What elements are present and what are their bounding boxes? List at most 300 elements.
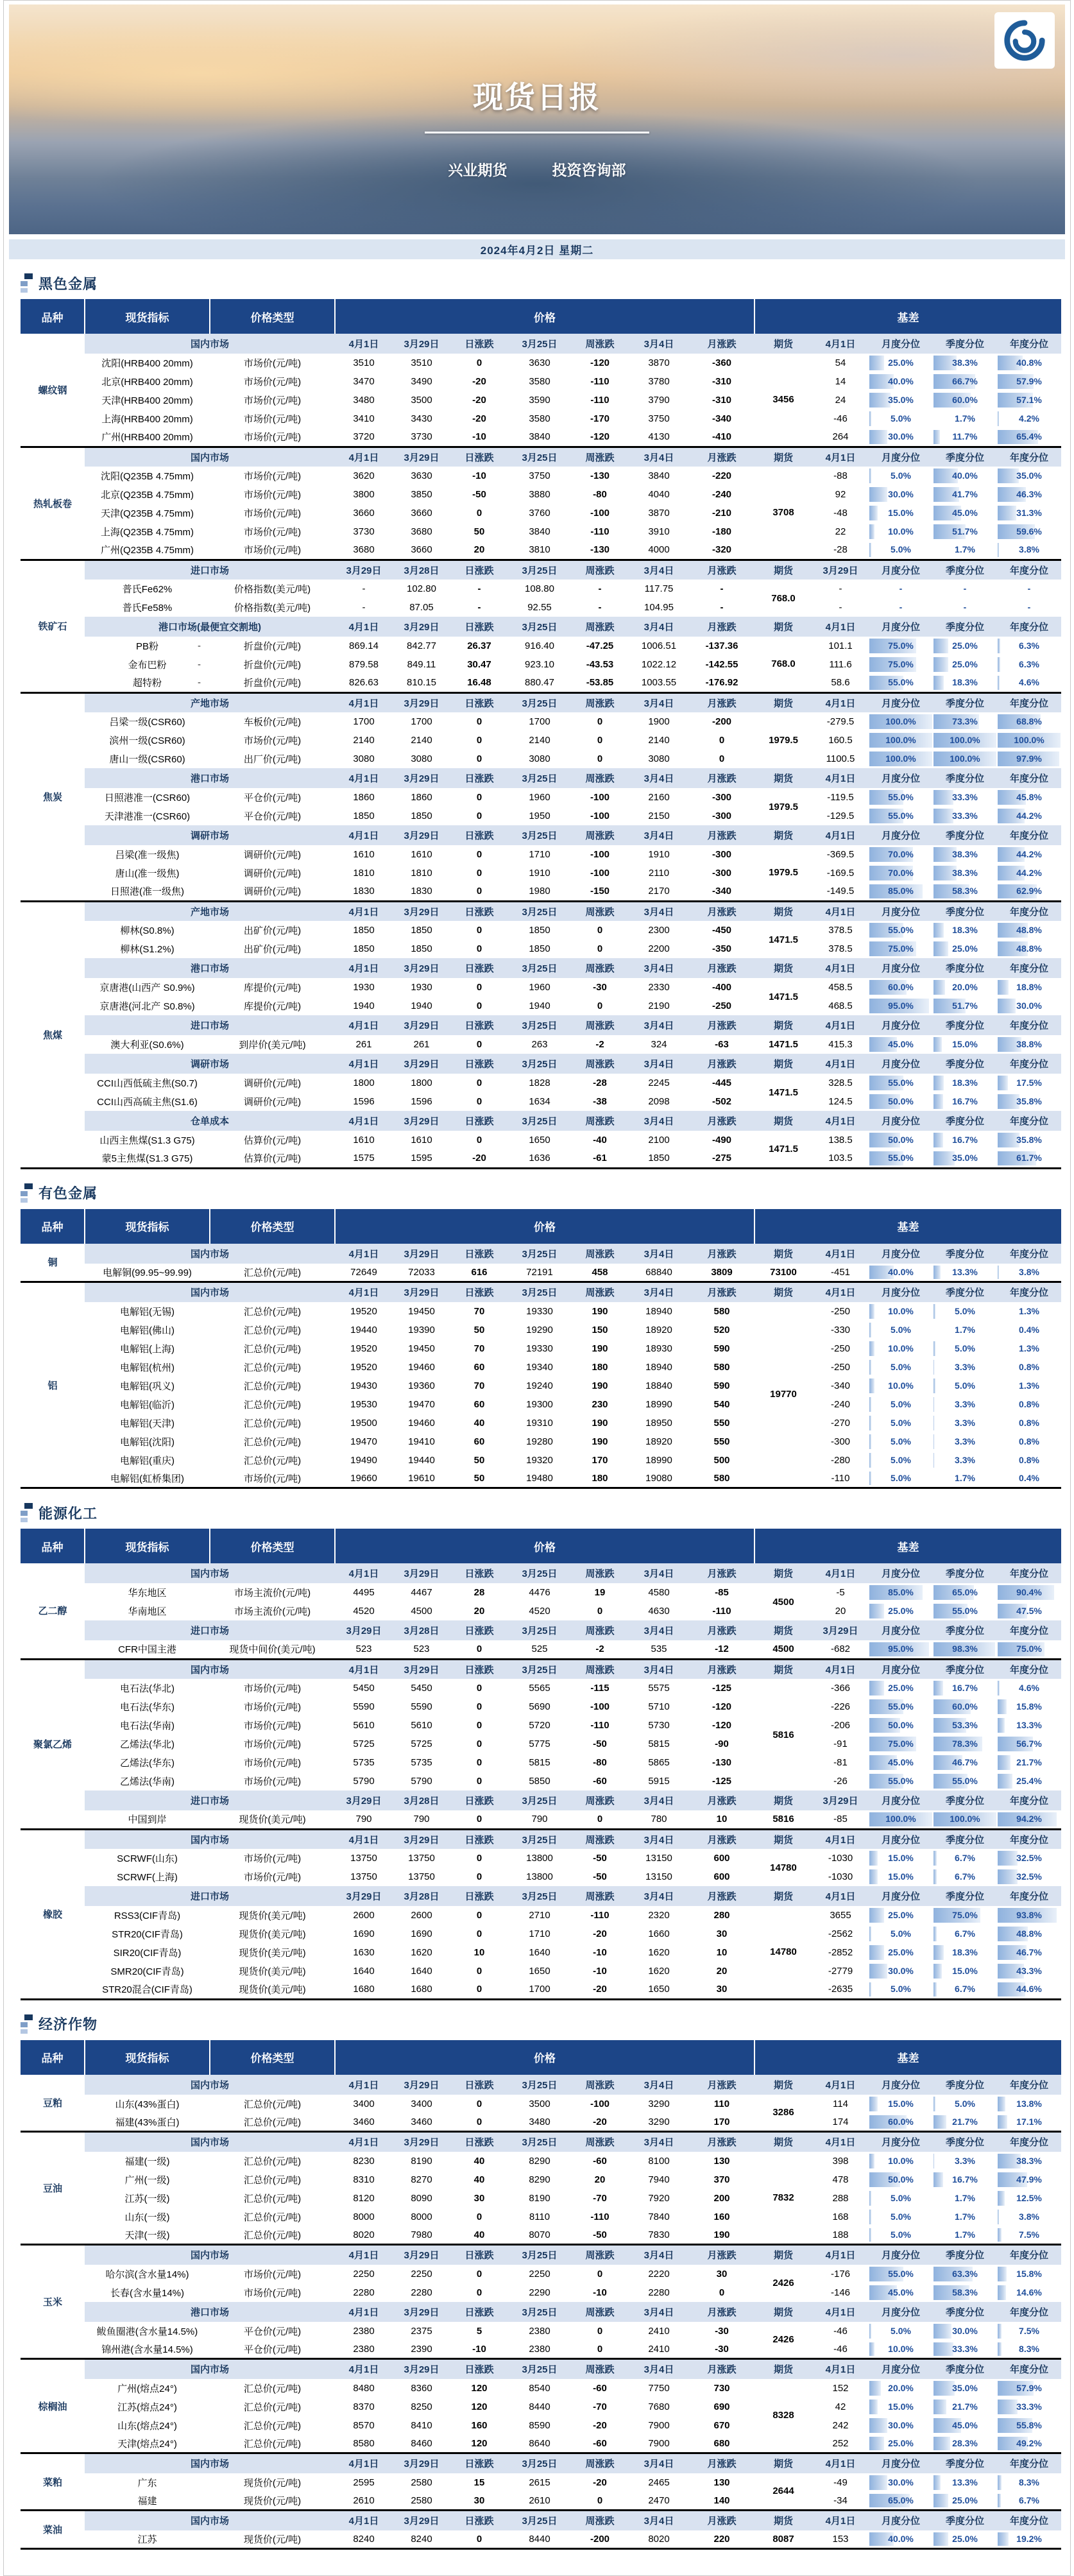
percentile-cell bbox=[933, 2322, 997, 2340]
percentile-value: 47.5% bbox=[1016, 1606, 1042, 1616]
percentile-bar bbox=[933, 1266, 941, 1280]
percentile-cell bbox=[869, 864, 933, 882]
column-header: 周涨跌 bbox=[571, 692, 629, 712]
column-header: 3月4日 bbox=[629, 1563, 689, 1583]
change-cell: 30 bbox=[689, 1925, 754, 1943]
table-row bbox=[21, 1358, 1061, 1377]
percentile-value: 60.0% bbox=[888, 982, 914, 992]
column-header: 季度分位 bbox=[933, 2302, 997, 2322]
percentile-value: 25.0% bbox=[888, 1947, 914, 1957]
column-header: 4月1日 bbox=[812, 1563, 869, 1583]
price-cell: 3080 bbox=[508, 750, 571, 768]
column-header: 3月4日 bbox=[629, 2453, 689, 2473]
price-cell: 18840 bbox=[629, 1377, 689, 1395]
price-cell: 3720 bbox=[335, 428, 393, 447]
table-row bbox=[21, 1414, 1061, 1432]
table-row bbox=[21, 2398, 1061, 2416]
price-cell: 1634 bbox=[508, 1092, 571, 1111]
column-header: 月涨跌 bbox=[689, 1054, 754, 1074]
percentile-value: 100.0% bbox=[950, 753, 980, 764]
column-header: 周涨跌 bbox=[571, 1054, 629, 1074]
price-cell: 4520 bbox=[335, 1602, 393, 1620]
column-header: 月涨跌 bbox=[689, 1111, 754, 1131]
basis-cell: -110 bbox=[812, 1470, 869, 1488]
percentile-cell bbox=[997, 2473, 1061, 2492]
column-header: 季度分位 bbox=[933, 2511, 997, 2530]
column-header: 周涨跌 bbox=[571, 2453, 629, 2473]
price-cell: 1640 bbox=[335, 1962, 393, 1980]
indicator-cell: 天津(一级) bbox=[85, 2226, 210, 2245]
price-cell: 2410 bbox=[629, 2322, 689, 2340]
price-type-cell: 市场价(元/吨) bbox=[210, 1772, 335, 1790]
percentile-cell bbox=[997, 1735, 1061, 1753]
price-cell: 2170 bbox=[629, 882, 689, 901]
change-cell: 580 bbox=[689, 1470, 754, 1488]
column-header: 3月25日 bbox=[508, 1790, 571, 1810]
change-cell: -60 bbox=[571, 2435, 629, 2453]
price-cell: 2610 bbox=[508, 2492, 571, 2511]
price-cell: 19080 bbox=[629, 1470, 689, 1488]
change-cell: 0 bbox=[571, 731, 629, 750]
column-header: 年度分位 bbox=[997, 334, 1061, 354]
price-cell: 1610 bbox=[335, 845, 393, 864]
change-cell: 0 bbox=[450, 2113, 508, 2132]
percentile-value: 25.0% bbox=[888, 1606, 914, 1616]
change-cell: -310 bbox=[689, 391, 754, 409]
column-header: 月度分位 bbox=[869, 1244, 933, 1264]
price-cell: 3590 bbox=[508, 391, 571, 409]
percentile-value: 55.0% bbox=[888, 1078, 914, 1088]
percentile-value: 75.0% bbox=[888, 1739, 914, 1749]
price-cell: 3080 bbox=[335, 750, 393, 768]
market-label: 国内市场 bbox=[85, 1282, 335, 1302]
percentile-cell bbox=[997, 1131, 1061, 1149]
table-header-row bbox=[21, 2040, 1061, 2075]
percentile-value: 45.0% bbox=[952, 508, 978, 518]
indicator-cell: 沈阳(HRB400 20mm) bbox=[85, 354, 210, 372]
change-cell: 50 bbox=[450, 1321, 508, 1339]
change-cell: 10 bbox=[689, 1810, 754, 1829]
basis-cell: 101.1 bbox=[812, 637, 869, 655]
indicator-cell: 电解铝(巩义) bbox=[85, 1377, 210, 1395]
percentile-value: 1.7% bbox=[955, 544, 975, 555]
percentile-bar bbox=[998, 1699, 1007, 1714]
percentile-value: 21.7% bbox=[952, 2401, 978, 2412]
percentile-value: 3.3% bbox=[955, 1361, 975, 1372]
change-cell: 28 bbox=[450, 1583, 508, 1602]
basis-cell: -149.5 bbox=[812, 882, 869, 901]
column-header: 4月1日 bbox=[335, 1563, 393, 1583]
column-header: 周涨跌 bbox=[571, 768, 629, 788]
table-row bbox=[21, 580, 1061, 598]
column-header: 期货 bbox=[754, 692, 812, 712]
percentile-cell bbox=[869, 2095, 933, 2113]
percentile-bar bbox=[933, 1869, 937, 1884]
price-type-cell: 市场价(元/吨) bbox=[210, 1753, 335, 1772]
price-cell: 8270 bbox=[393, 2170, 450, 2189]
column-header: 月涨跌 bbox=[689, 1659, 754, 1679]
price-cell: 104.95 bbox=[629, 598, 689, 617]
price-cell: 5450 bbox=[335, 1679, 393, 1697]
change-cell: -100 bbox=[571, 788, 629, 807]
percentile-cell bbox=[933, 750, 997, 768]
change-cell: 0 bbox=[571, 2265, 629, 2283]
price-cell: 4500 bbox=[393, 1602, 450, 1620]
percentile-cell bbox=[869, 731, 933, 750]
table-row bbox=[21, 731, 1061, 750]
column-header: 期货 bbox=[754, 2453, 812, 2473]
market-header-row bbox=[21, 2132, 1061, 2152]
market-header-row bbox=[21, 692, 1061, 712]
percentile-value: 1.7% bbox=[955, 413, 975, 424]
table-row bbox=[21, 2170, 1061, 2189]
percentile-cell bbox=[997, 1943, 1061, 1962]
percentile-value: 38.3% bbox=[952, 357, 978, 368]
percentile-cell bbox=[869, 997, 933, 1015]
price-cell: 1980 bbox=[508, 882, 571, 901]
change-cell: - bbox=[450, 580, 508, 598]
change-cell: 60 bbox=[450, 1395, 508, 1414]
indicator-cell: 吕梁(准一级焦) bbox=[85, 845, 210, 864]
change-cell: -320 bbox=[689, 541, 754, 560]
futures-cell: 8087 bbox=[754, 2530, 812, 2549]
price-cell: 5565 bbox=[508, 1679, 571, 1697]
percentile-value: 18.3% bbox=[952, 925, 978, 935]
price-cell: 5735 bbox=[393, 1753, 450, 1772]
column-header: 4月1日 bbox=[812, 825, 869, 845]
indicator-cell: 金布巴粉 - bbox=[85, 655, 210, 674]
price-cell: 3490 bbox=[393, 372, 450, 391]
percentile-cell bbox=[933, 1980, 997, 1999]
percentile-value: 100.0% bbox=[885, 735, 916, 745]
column-header: 4月1日 bbox=[812, 2453, 869, 2473]
price-type-cell: 估算价(元/吨) bbox=[210, 1131, 335, 1149]
percentile-value: 25.0% bbox=[888, 2437, 914, 2448]
change-cell: -110 bbox=[571, 1906, 629, 1925]
percentile-bar bbox=[933, 1982, 937, 1996]
change-cell: -50 bbox=[450, 485, 508, 504]
table-row bbox=[21, 2530, 1061, 2549]
percentile-bar bbox=[998, 506, 1016, 520]
price-cell: 2220 bbox=[629, 2265, 689, 2283]
price-cell: 1900 bbox=[629, 712, 689, 731]
column-header: 年度分位 bbox=[997, 2132, 1061, 2152]
price-cell: 849.11 bbox=[393, 655, 450, 674]
percentile-cell bbox=[997, 731, 1061, 750]
percentile-cell bbox=[997, 372, 1061, 391]
percentile-cell bbox=[933, 2473, 997, 2492]
futures-cell: 2426 bbox=[754, 2265, 812, 2302]
percentile-value: 100.0% bbox=[1014, 735, 1044, 745]
price-cell: 8000 bbox=[393, 2208, 450, 2226]
price-cell: 1860 bbox=[393, 788, 450, 807]
indicator-cell: 澳大利亚(S0.6%) bbox=[85, 1035, 210, 1054]
change-cell: -125 bbox=[689, 1772, 754, 1790]
column-header: 3月25日 bbox=[508, 2245, 571, 2265]
basis-cell: 328.5 bbox=[812, 1074, 869, 1092]
percentile-value: 3.8% bbox=[1019, 1266, 1039, 1277]
percentile-value: 10.0% bbox=[888, 2155, 914, 2166]
percentile-value: 35.0% bbox=[888, 395, 914, 405]
price-cell: 5720 bbox=[508, 1716, 571, 1735]
price-cell: 13750 bbox=[393, 1849, 450, 1868]
column-header: 周涨跌 bbox=[571, 825, 629, 845]
change-cell: -360 bbox=[689, 354, 754, 372]
percentile-value: 50.0% bbox=[888, 1096, 914, 1106]
table-header-row bbox=[21, 1209, 1061, 1244]
indicator-cell: 电解铝(佛山) bbox=[85, 1321, 210, 1339]
percentile-bar bbox=[998, 543, 999, 557]
column-header: 月涨跌 bbox=[689, 1829, 754, 1849]
table-row bbox=[21, 1772, 1061, 1790]
percentile-bar bbox=[933, 2532, 948, 2546]
percentile-value: 5.0% bbox=[891, 1361, 911, 1372]
price-cell: 7680 bbox=[629, 2398, 689, 2416]
percentile-value: 3.3% bbox=[955, 1454, 975, 1465]
price-cell: 3840 bbox=[629, 467, 689, 485]
header-spot-indicator: 现货指标 bbox=[85, 1209, 210, 1244]
price-cell: 3660 bbox=[393, 504, 450, 522]
price-cell: 1006.51 bbox=[629, 637, 689, 655]
change-cell: 160 bbox=[450, 2416, 508, 2435]
price-cell: 2280 bbox=[393, 2283, 450, 2302]
price-cell: 3840 bbox=[508, 522, 571, 541]
percentile-cell bbox=[869, 2170, 933, 2189]
price-cell: 1710 bbox=[508, 845, 571, 864]
indicator-cell: 普氏Fe58% bbox=[85, 598, 210, 617]
price-cell: 790 bbox=[508, 1810, 571, 1829]
basis-cell: 478 bbox=[812, 2170, 869, 2189]
price-cell: 5590 bbox=[393, 1697, 450, 1716]
price-cell: 4130 bbox=[629, 428, 689, 447]
price-type-cell: 汇总价(元/吨) bbox=[210, 1321, 335, 1339]
change-cell: 70 bbox=[450, 1377, 508, 1395]
change-cell: 130 bbox=[689, 2152, 754, 2170]
percentile-cell bbox=[869, 1302, 933, 1321]
table-row bbox=[21, 1849, 1061, 1868]
table-row bbox=[21, 1753, 1061, 1772]
price-cell: 19340 bbox=[508, 1358, 571, 1377]
percentile-value: 15.0% bbox=[888, 508, 914, 518]
percentile-cell bbox=[997, 522, 1061, 541]
column-header: 3月4日 bbox=[629, 768, 689, 788]
table-row bbox=[21, 2340, 1061, 2359]
percentile-cell bbox=[869, 1395, 933, 1414]
price-cell: 2380 bbox=[508, 2340, 571, 2359]
column-header: 季度分位 bbox=[933, 768, 997, 788]
change-cell: 220 bbox=[689, 2530, 754, 2549]
basis-cell: 468.5 bbox=[812, 997, 869, 1015]
futures-cell: 14780 bbox=[754, 1849, 812, 1886]
price-cell: 3810 bbox=[508, 541, 571, 560]
column-header: 年度分位 bbox=[997, 1659, 1061, 1679]
percentile-cell bbox=[997, 580, 1061, 598]
basis-cell: -240 bbox=[812, 1395, 869, 1414]
percentile-bar bbox=[869, 2381, 881, 2396]
percentile-value: 46.7% bbox=[952, 1757, 978, 1767]
price-type-cell: 调研价(元/吨) bbox=[210, 845, 335, 864]
futures-cell: 1979.5 bbox=[754, 712, 812, 768]
change-cell: 70 bbox=[450, 1339, 508, 1358]
percentile-bar bbox=[933, 1397, 934, 1412]
table-row bbox=[21, 2283, 1061, 2302]
change-cell: 30 bbox=[689, 1980, 754, 1999]
price-cell: 1690 bbox=[335, 1925, 393, 1943]
price-cell: 19520 bbox=[335, 1358, 393, 1377]
percentile-value: 10.0% bbox=[888, 526, 914, 537]
change-cell: 10 bbox=[689, 1943, 754, 1962]
column-header: 3月25日 bbox=[508, 901, 571, 921]
percentile-bar bbox=[869, 2324, 871, 2339]
change-cell: 20 bbox=[450, 1602, 508, 1620]
percentile-cell bbox=[933, 354, 997, 372]
change-cell: -300 bbox=[689, 788, 754, 807]
header-spot-indicator: 现货指标 bbox=[85, 299, 210, 334]
price-cell: 3080 bbox=[393, 750, 450, 768]
price-cell: 19660 bbox=[335, 1470, 393, 1488]
column-header: 期货 bbox=[754, 1111, 812, 1131]
market-label: 产地市场 bbox=[85, 901, 335, 921]
change-cell: 130 bbox=[689, 2473, 754, 2492]
change-cell: 0 bbox=[450, 750, 508, 768]
table-row bbox=[21, 409, 1061, 428]
table-row bbox=[21, 2189, 1061, 2208]
change-cell: -12 bbox=[689, 1640, 754, 1659]
percentile-bar bbox=[933, 1360, 934, 1375]
price-cell: 5865 bbox=[629, 1753, 689, 1772]
percentile-value: 1.3% bbox=[1019, 1305, 1039, 1316]
change-cell: 0 bbox=[450, 2265, 508, 2283]
percentile-value: 30.0% bbox=[888, 489, 914, 499]
percentile-cell bbox=[997, 2379, 1061, 2398]
table-row bbox=[21, 1035, 1061, 1054]
price-cell: 8000 bbox=[335, 2208, 393, 2226]
column-header: 周涨跌 bbox=[571, 1563, 629, 1583]
change-cell: 0 bbox=[450, 1753, 508, 1772]
price-cell: 5590 bbox=[335, 1697, 393, 1716]
price-cell: - bbox=[335, 598, 393, 617]
percentile-value: 18.3% bbox=[952, 677, 978, 688]
percentile-value: 18.3% bbox=[952, 1078, 978, 1088]
price-type-cell: 现货价(美元/吨) bbox=[210, 1962, 335, 1980]
column-header: 月涨跌 bbox=[689, 1015, 754, 1035]
indicator-cell: 蒙5主焦煤(S1.3 G75) bbox=[85, 1149, 210, 1168]
price-cell: 2290 bbox=[508, 2283, 571, 2302]
change-cell: 540 bbox=[689, 1395, 754, 1414]
change-cell: 0 bbox=[450, 2530, 508, 2549]
price-cell: 2320 bbox=[629, 1906, 689, 1925]
percentile-value: 78.3% bbox=[952, 1739, 978, 1749]
futures-cell: 8328 bbox=[754, 2379, 812, 2453]
company-logo bbox=[994, 12, 1055, 69]
column-header: 年度分位 bbox=[997, 617, 1061, 637]
column-header: 期货 bbox=[754, 2245, 812, 2265]
table-row bbox=[21, 2492, 1061, 2511]
price-cell: 879.58 bbox=[335, 655, 393, 674]
price-cell: 19450 bbox=[393, 1339, 450, 1358]
percentile-value: 75.0% bbox=[888, 640, 914, 651]
price-type-cell: 汇总价(元/吨) bbox=[210, 2416, 335, 2435]
table-row bbox=[21, 1868, 1061, 1886]
percentile-value: 10.0% bbox=[888, 1305, 914, 1316]
percentile-cell bbox=[869, 674, 933, 692]
market-header-row bbox=[21, 2359, 1061, 2379]
section-title-label: 经济作物 bbox=[38, 2016, 98, 2032]
change-cell: 580 bbox=[689, 1302, 754, 1321]
percentile-bar bbox=[869, 543, 871, 557]
market-label: 调研市场 bbox=[85, 825, 335, 845]
price-cell: 13750 bbox=[393, 1868, 450, 1886]
column-header: 季度分位 bbox=[933, 334, 997, 354]
change-cell: 60 bbox=[450, 1358, 508, 1377]
price-cell: 2595 bbox=[335, 2473, 393, 2492]
percentile-cell bbox=[869, 1810, 933, 1829]
market-label: 调研市场 bbox=[85, 1054, 335, 1074]
price-type-cell: 市场价(元/吨) bbox=[210, 1697, 335, 1716]
price-type-cell: 价格指数(美元/吨) bbox=[210, 580, 335, 598]
basis-cell: 252 bbox=[812, 2435, 869, 2453]
basis-cell: -369.5 bbox=[812, 845, 869, 864]
futures-cell: 5816 bbox=[754, 1810, 812, 1829]
change-cell: 0 bbox=[450, 712, 508, 731]
market-header-row bbox=[21, 447, 1061, 467]
indicator-cell: CCI山西低硫主焦(S0.7) bbox=[85, 1074, 210, 1092]
price-type-cell: 市场价(元/吨) bbox=[210, 409, 335, 428]
basis-cell: 458.5 bbox=[812, 978, 869, 997]
change-cell: -61 bbox=[571, 1149, 629, 1168]
change-cell: -20 bbox=[571, 2113, 629, 2132]
column-header: 3月4日 bbox=[629, 1790, 689, 1810]
column-header: 周涨跌 bbox=[571, 2302, 629, 2322]
variety-name: 螺纹钢 bbox=[21, 334, 85, 447]
indicator-cell: 电解铝(上海) bbox=[85, 1339, 210, 1358]
column-header: 4月1日 bbox=[812, 768, 869, 788]
percentile-cell bbox=[869, 1679, 933, 1697]
percentile-cell bbox=[997, 1321, 1061, 1339]
percentile-value: 0.8% bbox=[1019, 1417, 1039, 1428]
percentile-cell bbox=[933, 409, 997, 428]
column-header: 3月25日 bbox=[508, 1054, 571, 1074]
indicator-cell: 山东(43%蛋白) bbox=[85, 2095, 210, 2113]
percentile-bar bbox=[869, 1378, 874, 1393]
price-cell: 19520 bbox=[335, 1339, 393, 1358]
column-header: 月涨跌 bbox=[689, 1244, 754, 1264]
section-title bbox=[21, 1502, 1070, 1524]
price-cell: 1610 bbox=[393, 845, 450, 864]
price-cell: 13750 bbox=[335, 1868, 393, 1886]
price-cell: 5850 bbox=[508, 1772, 571, 1790]
percentile-cell bbox=[997, 1451, 1061, 1470]
percentile-bar bbox=[998, 2210, 999, 2224]
percentile-cell bbox=[997, 1868, 1061, 1886]
market-label: 国内市场 bbox=[85, 1563, 335, 1583]
percentile-value: 49.2% bbox=[1016, 2437, 1042, 2448]
percentile-cell bbox=[869, 1849, 933, 1868]
price-cell: 3620 bbox=[335, 467, 393, 485]
percentile-bar bbox=[933, 2172, 943, 2187]
change-cell: 616 bbox=[450, 1264, 508, 1282]
price-type-cell: 汇总价(元/吨) bbox=[210, 2189, 335, 2208]
price-cell: 2300 bbox=[629, 921, 689, 940]
column-header: 3月29日 bbox=[393, 2132, 450, 2152]
basis-cell: -451 bbox=[812, 1264, 869, 1282]
price-cell: 19290 bbox=[508, 1321, 571, 1339]
table-row bbox=[21, 1583, 1061, 1602]
percentile-value: - bbox=[899, 583, 903, 594]
price-type-cell: 市场价(元/吨) bbox=[210, 1716, 335, 1735]
indicator-cell: SIR20(CIF青岛) bbox=[85, 1943, 210, 1962]
price-type-cell: 现货价(美元/吨) bbox=[210, 1925, 335, 1943]
